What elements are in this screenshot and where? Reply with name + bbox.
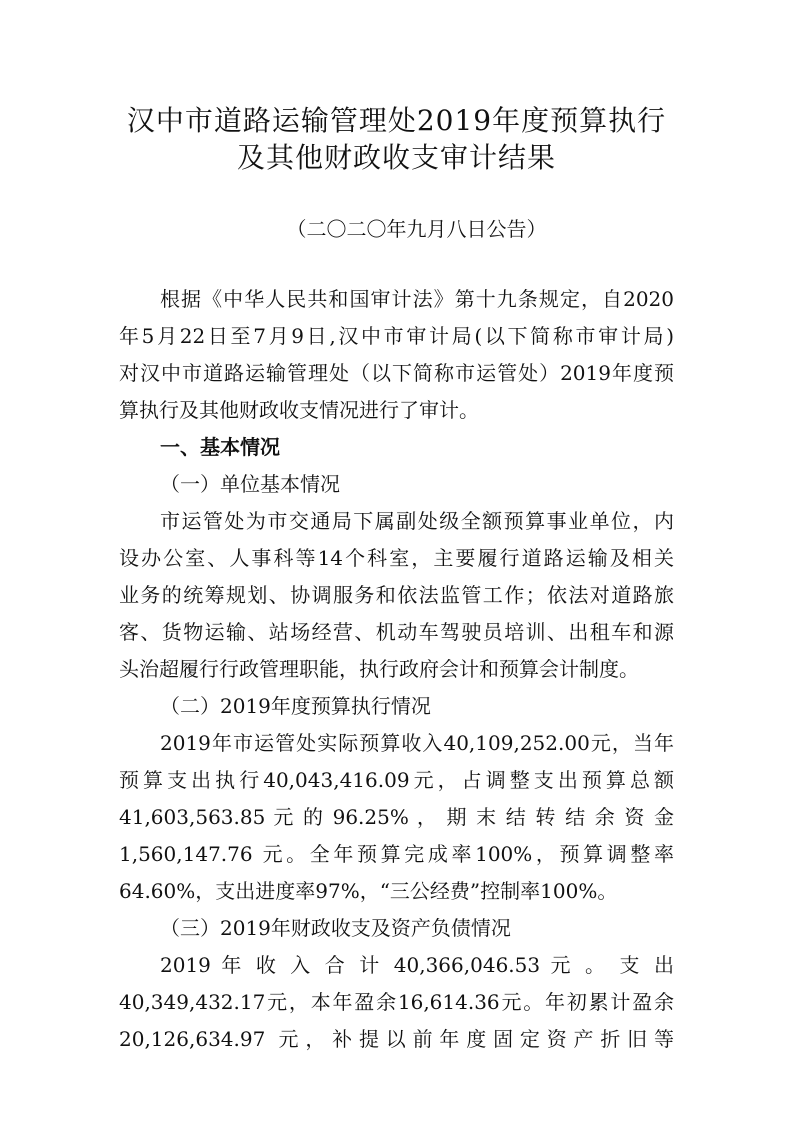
document-title-line-2: 及其他财政收支审计结果	[236, 141, 556, 174]
paragraph-line: 年5月22日至7月9日,汉中市审计局(以下简称市审计局)	[119, 324, 674, 348]
paragraph-line: 64.60%，支出进度率97%，“三公经费”控制率100%。	[119, 879, 618, 903]
paragraph-line: 2019年市运管处实际预算收入40,109,252.00元，当年	[160, 731, 674, 755]
paragraph-line: 算执行及其他财政收支情况进行了审计。	[119, 398, 479, 422]
paragraph-line: 2019 年 收 入 合 计 40,366,046.53 元 。 支 出	[160, 953, 674, 977]
paragraph-line: 客、货物运输、站场经营、机动车驾驶员培训、出租车和源	[119, 620, 674, 644]
section-heading: 一、基本情况	[160, 435, 280, 459]
document-title-line-1: 汉中市道路运输管理处2019年度预算执行	[126, 104, 667, 137]
paragraph-line: 设办公室、人事科等14个科室，主要履行道路运输及相关	[119, 546, 674, 570]
paragraph-line: 1,560,147.76 元。全年预算完成率100%，预算调整率	[119, 842, 674, 866]
paragraph-line: 市运管处为市交通局下属副处级全额预算事业单位，内	[160, 509, 674, 533]
paragraph-line: 41,603,563.85 元 的 96.25% ， 期 末 结 转 结 余 资 金	[119, 805, 674, 829]
subsection-heading: （三）2019年财政收支及资产负债情况	[160, 916, 511, 940]
paragraph-line: 40,349,432.17元，本年盈余16,614.36元。年初累计盈余	[119, 990, 674, 1014]
paragraph-line: 对汉中市道路运输管理处（以下简称市运管处）2019年度预	[119, 361, 674, 385]
subsection-heading: （一）单位基本情况	[160, 472, 340, 496]
announcement-date: （二〇二〇年九月八日公告）	[286, 217, 547, 241]
paragraph-line: 20,126,634.97 元，补提以前年度固定资产折旧等	[119, 1027, 674, 1051]
paragraph-line: 根据《中华人民共和国审计法》第十九条规定，自2020	[160, 287, 674, 311]
subsection-heading: （二）2019年度预算执行情况	[160, 694, 431, 718]
paragraph-line: 预算支出执行40,043,416.09元，占调整支出预算总额	[119, 768, 674, 792]
paragraph-line: 头治超履行行政管理职能，执行政府会计和预算会计制度。	[119, 657, 639, 681]
paragraph-line: 业务的统筹规划、协调服务和依法监管工作；依法对道路旅	[119, 583, 674, 607]
